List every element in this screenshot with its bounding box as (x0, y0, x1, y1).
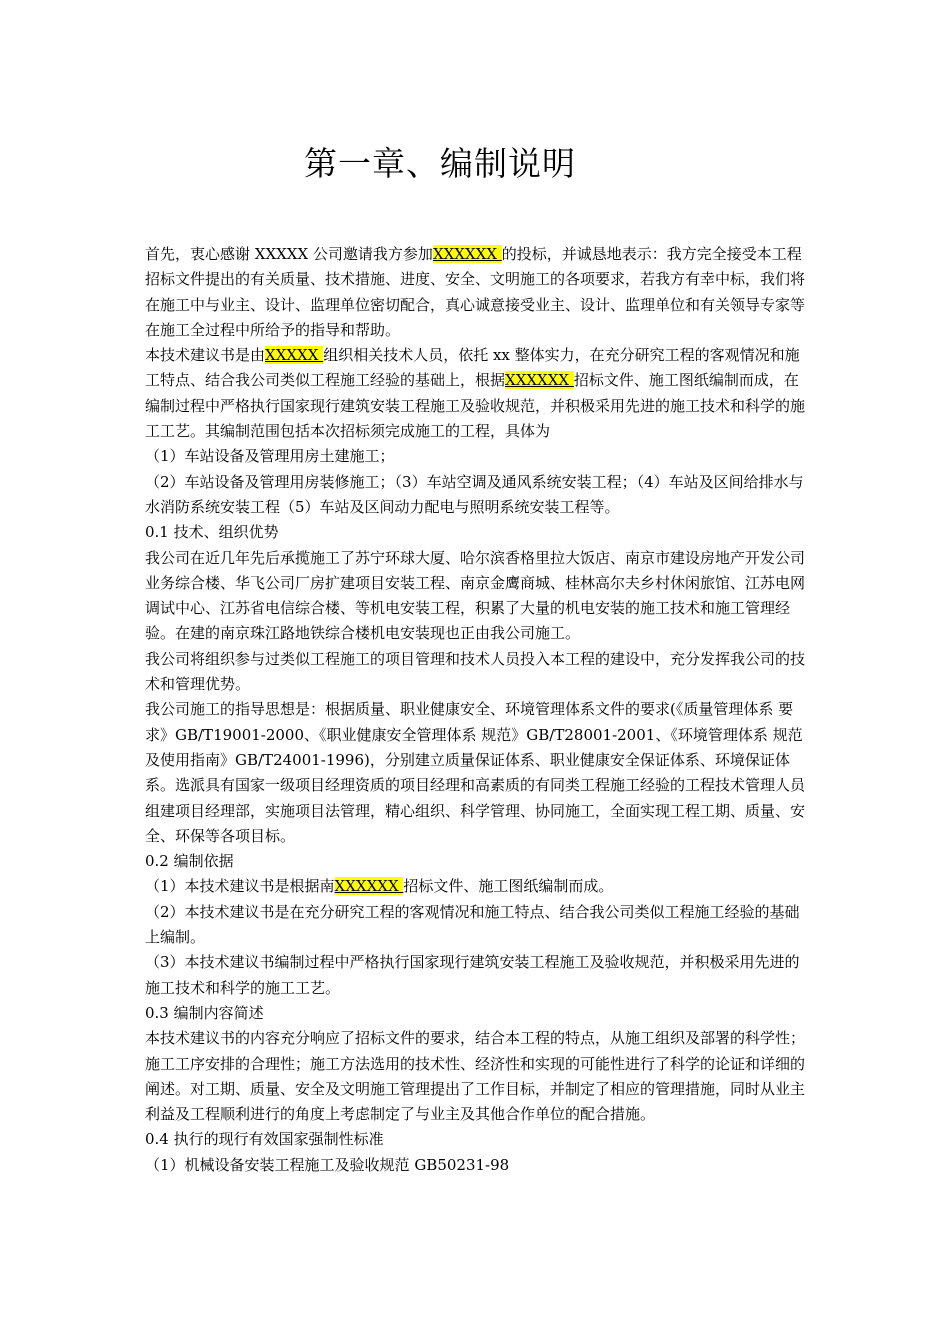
paragraph: 本技术建议书的内容充分响应了招标文件的要求，结合本工程的特点，从施工组织及部署的科学性；施工工序安排的合理性；施工方法选用的技术性、经济性和实现的可能性进行了科学的论证和详细的阐述。对工期、质量、安全及文明施工管理提出了工作目标，并制定了相应的管理措施，同时从业主利益及工程顺利进行的角度上考虑制定了与业主及其他合作单位的配合措施。 (145, 1029, 806, 1124)
section-heading: 0.1 技术、组织优势 (145, 523, 279, 542)
paragraph-intro (145, 242, 810, 343)
text-span: 招标文件、施工图纸编制而成。 (403, 877, 614, 896)
paragraph-proposal (145, 343, 810, 444)
chapter-title: 第一章、编制说明 (304, 144, 576, 183)
section-heading: 0.2 编制依据 (145, 852, 234, 871)
section-heading: 0.4 执行的现行有效国家强制性标准 (145, 1130, 384, 1149)
highlighted-company-name: XXXXX (265, 346, 324, 365)
text-span: （1）本技术建议书是根据南 (145, 877, 335, 896)
highlighted-project-name: XXXXXX (432, 245, 502, 263)
paragraph: 我公司在近几年先后承揽施工了苏宁环球大厦、哈尔滨香格里拉大饭店、南京市建设房地产开发公司业务综合楼、华飞公司厂房扩建项目安装工程、南京金鹰商城、桂林高尔夫乡村休闲旅馆、江苏电网调试中心、江苏省电信综合楼、等机电安装工程，积累了大量的机电安装的施工技术和施工管理经验。在建的南京珠江路地铁综合楼机电安装现也正由我公司施工。 (145, 548, 806, 643)
basis-item: （3）本技术建议书编制过程中严格执行国家现行建筑安装工程施工及验收规范，并积极采用先进的施工技术和科学的施工工艺。 (145, 953, 800, 997)
document-body (145, 242, 810, 1178)
text-span: 首先，衷心感谢 XXXXX 公司邀请我方参加 (145, 245, 433, 263)
standard-item: （1）机械设备安装工程施工及验收规范 GB50231-98 (145, 1155, 510, 1174)
section-heading: 0.3 编制内容简述 (145, 1003, 264, 1022)
paragraph: 我公司施工的指导思想是：根据质量、职业健康安全、环境管理体系文件的要求(《质量管理体系 要求》GB/T19001-2000、《职业健康安全管理体系 规范》GB/T28001-2001、《环境管理体系 规范及使用指南》GB/T24001-1996)，分别建立质量保证体系、职业健康安全保证体系、环境保证体系。选派具有国家一级项目经理资质的项目经理和高素质的有同类工程施工经验的工程技术管理人员组建项目经理部，实施项目法管理，精心组织、科学管理、协同施工，全面实现工程工期、质量、安全、环保等各项目标。 (145, 700, 806, 845)
scope-item: （1）车站设备及管理用房土建施工； (145, 447, 395, 466)
paragraph: 我公司将组织参与过类似工程施工的项目管理和技术人员投入本工程的建设中，充分发挥我公司的技术和管理优势。 (145, 649, 806, 694)
scope-item: （2）车站设备及管理用房装修施工；（3）车站空调及通风系统安装工程；（4）车站及区间给排水与水消防系统安装工程（5）车站及区间动力配电与照明系统安装工程等。 (145, 472, 804, 516)
text-span: 的投标，并诚恳地表示：我方完全接受本工程招标文件提出的有关质量、技术措施、进度、安全、文明施工的各项要求，若我方有幸中标，我们将在施工中与业主、设计、监理单位密切配合，真心诚意接受业主、设计、监理单位和有关领导专家等在施工全过程中所给予的指导和帮助。 (145, 245, 806, 339)
basis-item: （2）本技术建议书是在充分研究工程的客观情况和施工特点、结合我公司类似工程施工经验的基础上编制。 (145, 902, 800, 947)
text-span: 本技术建议书是由 (145, 346, 266, 365)
text-span: 组织相关技术人员，依托 xx 整体实力，在充分研究工程的客观情况和施工特点、结合我公司类似工程施工经验的基础上，根据 (145, 346, 800, 390)
basis-item (145, 874, 810, 899)
highlighted-project-name: XXXXXX (505, 371, 574, 390)
highlighted-project-name: XXXXXX (334, 877, 404, 896)
text-span: 招标文件、施工图纸编制而成，在编制过程中严格执行国家现行建筑安装工程施工及验收规范，并积极采用先进的施工技术和科学的施工工艺。其编制范围包括本次招标须完成施工的工程，具体为 (145, 371, 806, 441)
